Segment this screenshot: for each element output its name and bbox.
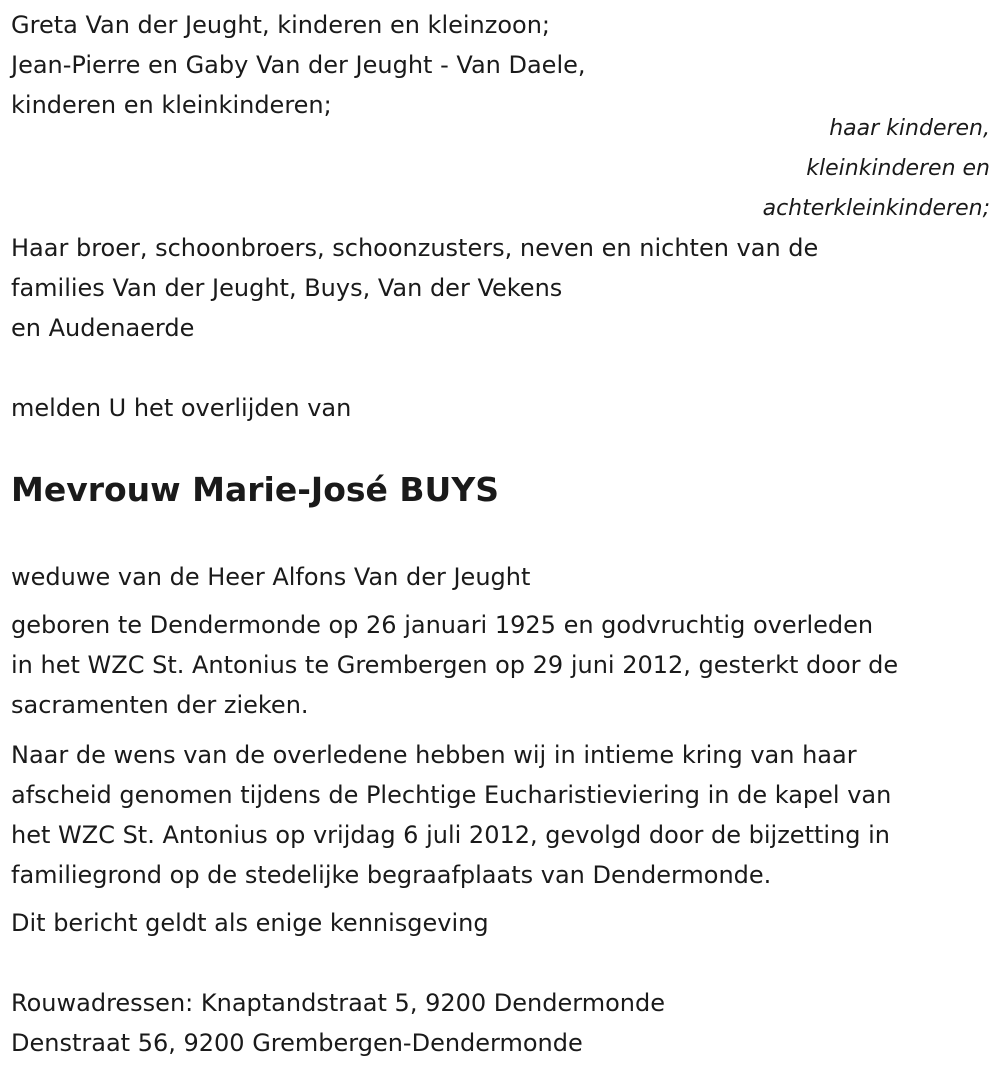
- address-line-2: Denstraat 56, 9200 Grembergen-Dendermonde: [11, 1029, 583, 1057]
- relatives-line-1: Haar broer, schoonbroers, schoonzusters, neven en nichten van de: [11, 234, 819, 262]
- birth-death-line-3: sacramenten der zieken.: [11, 691, 309, 719]
- farewell-line-2: afscheid genomen tijdens de Plechtige Eucharistieviering in de kapel van: [11, 781, 892, 809]
- family-line-1: Greta Van der Jeught, kinderen en kleinzoon;: [11, 11, 551, 39]
- right-block-line-3: achterkleinkinderen;: [762, 196, 990, 221]
- right-block-line-2: kleinkinderen en: [806, 156, 990, 181]
- farewell-line-3: het WZC St. Antonius op vrijdag 6 juli 2012, gevolgd door de bijzetting in: [11, 821, 891, 849]
- relatives-line-3: en Audenaerde: [11, 314, 195, 342]
- address-line-1: Rouwadressen: Knaptandstraat 5, 9200 Dendermonde: [11, 989, 665, 1017]
- birth-death-line-2: in het WZC St. Antonius te Grembergen op 29 juni 2012, gesterkt door de: [11, 651, 899, 679]
- relatives-line-2: families Van der Jeught, Buys, Van der Vekens: [11, 274, 563, 302]
- birth-death-line-1: geboren te Dendermonde op 26 januari 1925 en godvruchtig overleden: [11, 611, 874, 639]
- right-block-line-1: haar kinderen,: [829, 116, 990, 141]
- deceased-name: Mevrouw Marie-José BUYS: [11, 470, 499, 509]
- widow-of: weduwe van de Heer Alfons Van der Jeught: [11, 563, 531, 591]
- farewell-line-1: Naar de wens van de overledene hebben wij in intieme kring van haar: [11, 741, 857, 769]
- family-line-2: Jean-Pierre en Gaby Van der Jeught - Van Daele,: [11, 51, 586, 79]
- family-line-3: kinderen en kleinkinderen;: [11, 91, 332, 119]
- announcement: melden U het overlijden van: [11, 394, 352, 422]
- farewell-line-4: familiegrond op de stedelijke begraafplaats van Dendermonde.: [11, 861, 772, 889]
- notice: Dit bericht geldt als enige kennisgeving: [11, 909, 489, 937]
